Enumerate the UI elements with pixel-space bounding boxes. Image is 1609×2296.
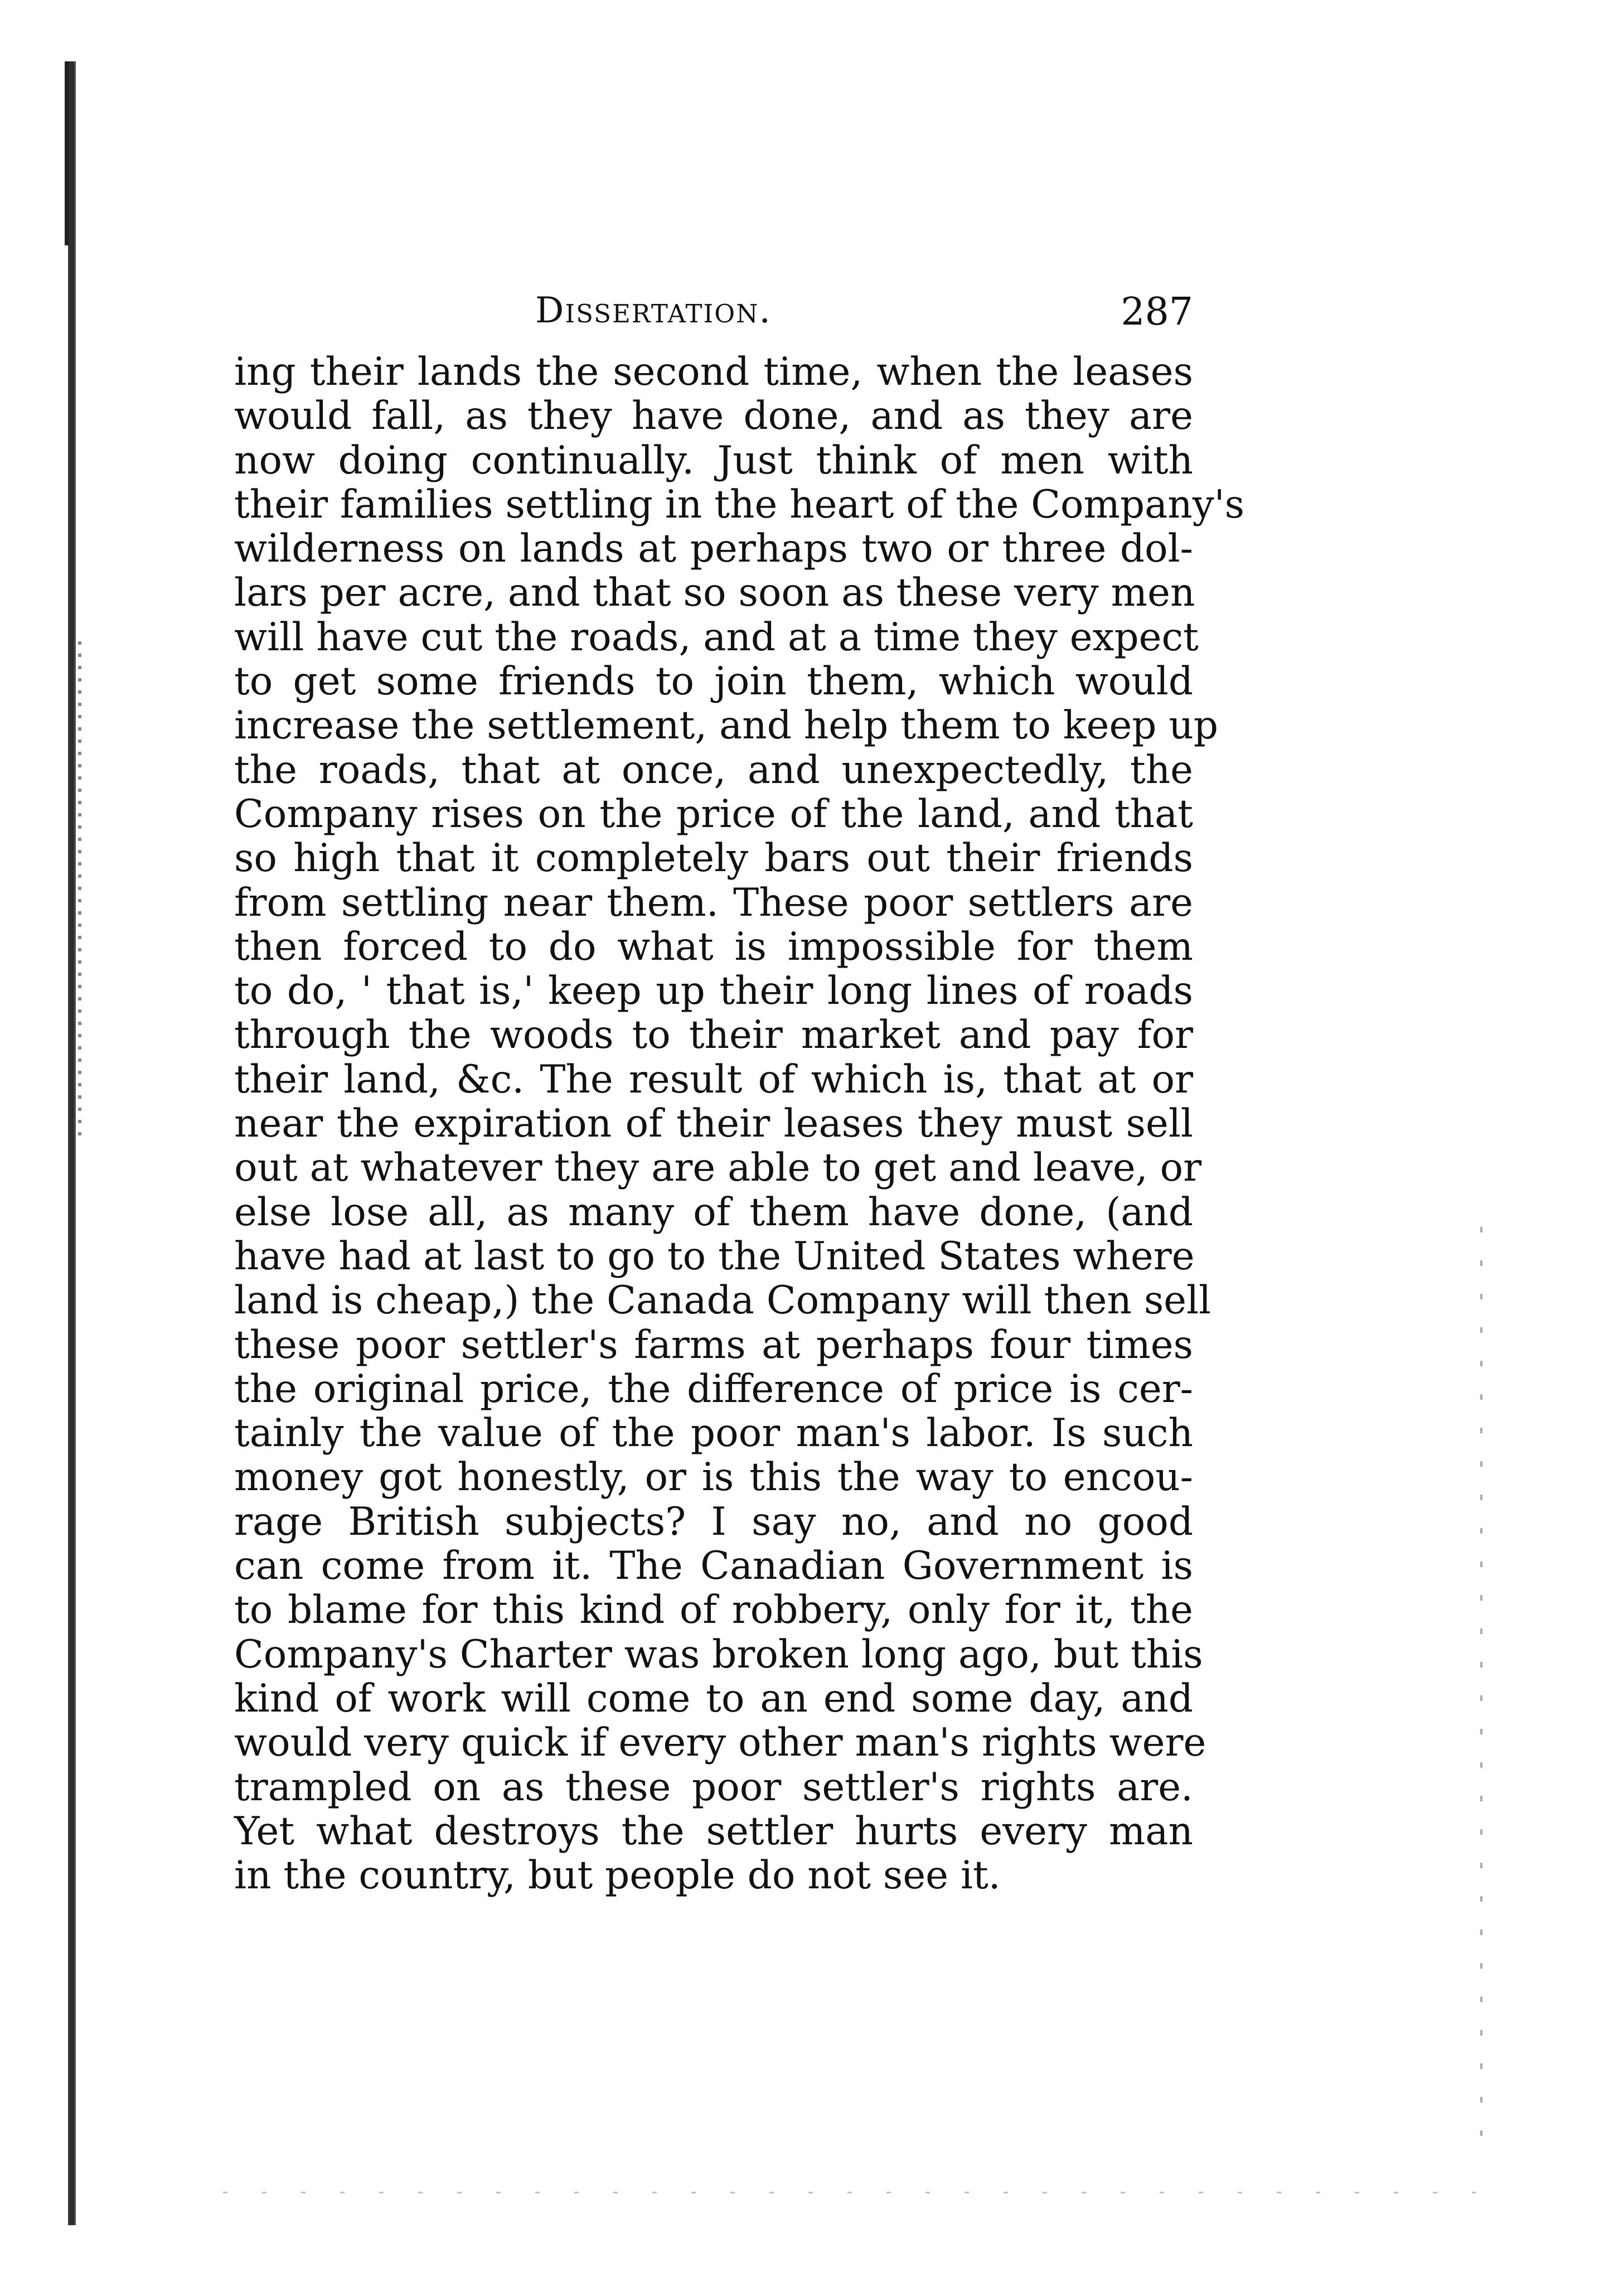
text-line: would very quick if every other man's rights were	[234, 1720, 1206, 1766]
text-line: Company rises on the price of the land, and that	[234, 791, 1193, 837]
text-line: increase the settlement, and help them to keep up	[234, 703, 1218, 748]
text-line: the original price, the difference of price is cer-	[234, 1366, 1193, 1412]
text-line: now doing continually. Just think of men with	[234, 438, 1193, 483]
text-line: out at whatever they are able to get and leave, or	[234, 1145, 1202, 1191]
text-line: land is cheap,) the Canada Company will then sell	[234, 1278, 1211, 1323]
text-line: to do, ' that is,' keep up their long lines of roads	[234, 969, 1193, 1014]
text-line: to get some friends to join them, which would	[234, 659, 1193, 704]
text-line: money got honestly, or is this the way to encou-	[234, 1455, 1193, 1500]
text-line: would fall, as they have done, and as they are	[234, 394, 1193, 439]
scan-edge-speckle	[78, 641, 81, 1143]
running-head: Dissertation.	[535, 290, 772, 331]
scan-bottom-specks	[223, 2192, 1477, 2193]
text-line: can come from it. The Canadian Government is	[234, 1544, 1193, 1589]
text-line: through the woods to their market and pay for	[234, 1013, 1193, 1058]
text-line: wilderness on lands at perhaps two or three dol-	[234, 526, 1193, 572]
body-text	[234, 350, 1245, 1898]
text-line: else lose all, as many of them have done, (and	[234, 1190, 1193, 1235]
text-line: lars per acre, and that so soon as these very men	[234, 571, 1195, 616]
text-line: Company's Charter was broken long ago, but this	[234, 1632, 1203, 1677]
text-line: have had at last to go to the United States where	[234, 1234, 1195, 1279]
scan-right-specks	[1480, 1227, 1482, 2147]
text-line: their families settling in the heart of the Company's	[234, 482, 1245, 527]
text-line: these poor settler's farms at perhaps four times	[234, 1322, 1193, 1367]
text-line: ing their lands the second time, when the leases	[234, 350, 1193, 394]
text-line: rage British subjects? I say no, and no good	[234, 1499, 1193, 1544]
text-line: trampled on as these poor settler's rights are.	[234, 1765, 1193, 1810]
text-line: their land, &c. The result of which is, that at or	[234, 1057, 1193, 1102]
scan-binding-edge	[68, 61, 76, 2225]
text-line: in the country, but people do not see it.	[234, 1853, 1001, 1898]
text-line: will have cut the roads, and at a time they expect	[234, 615, 1199, 660]
text-line: Yet what destroys the settler hurts every man	[234, 1809, 1193, 1854]
text-line: kind of work will come to an end some day, and	[234, 1676, 1193, 1721]
text-line: from settling near them. These poor settlers are	[234, 880, 1193, 925]
text-line: then forced to do what is impossible for them	[234, 924, 1193, 969]
text-line: tainly the value of the poor man's labor. Is such	[234, 1411, 1193, 1456]
page-header	[234, 290, 1193, 346]
page-number: 287	[1121, 290, 1193, 334]
text-line: near the expiration of their leases they must sell	[234, 1101, 1193, 1147]
text-line: to blame for this kind of robbery, only for it, the	[234, 1588, 1193, 1633]
text-line: so high that it completely bars out their friends	[234, 836, 1193, 881]
text-line: the roads, that at once, and unexpectedly, the	[234, 747, 1193, 792]
